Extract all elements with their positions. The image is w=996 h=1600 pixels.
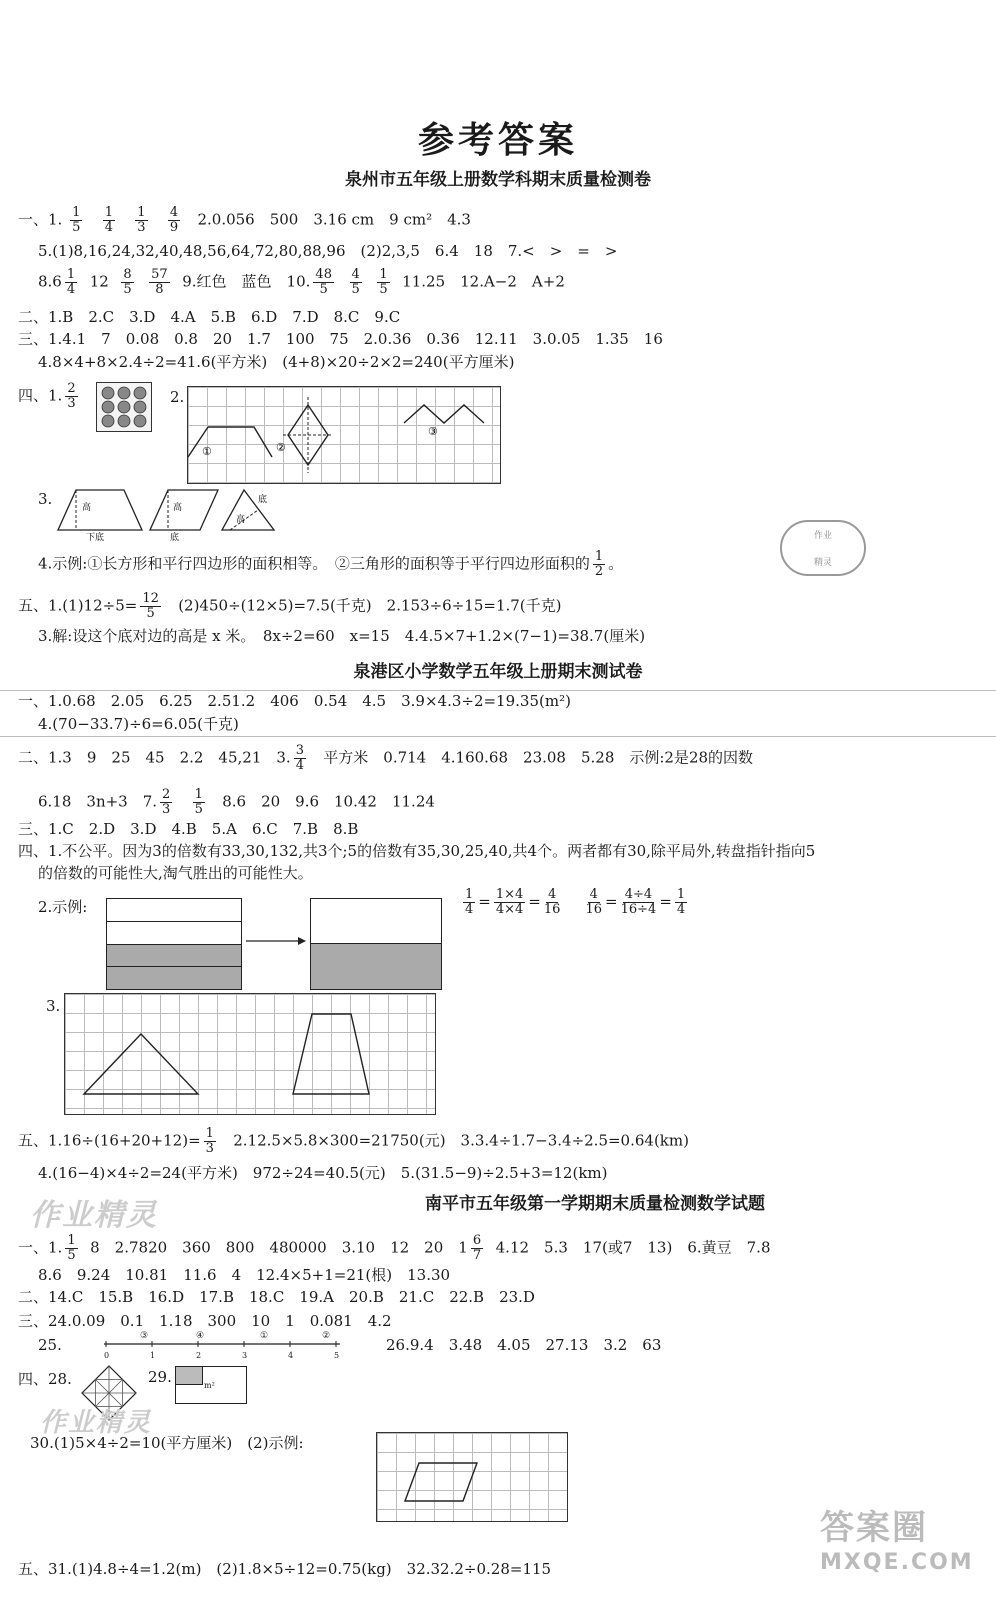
fraction: $\frac{1}{3}$ [205,1126,214,1156]
s3-line-4: 三、24.0.09 0.1 1.18 300 10 1 0.081 4.2 [18,1312,392,1330]
fraction: $\frac{12}{5}$ [142,591,159,621]
s2-q2-label: 2.示例: [38,898,88,916]
label-c3: ③ [428,425,438,438]
s1-line-4: 二、1.B 2.C 3.D 4.A 5.B 6.D 7.D 8.C 9.C [18,308,401,326]
s1-line-7: 四、1. $\frac{2}{3}$ [18,381,76,411]
s3-line-8: 五、31.(1)4.8÷4=1.2(m) (2)1.8×5÷12=0.75(kg) 32.32.2÷0.28=115 [18,1560,552,1578]
s2-line-11: 4.(16−4)×4÷2=24(平方米) 972÷24=40.5(元) 5.(31.5−9)÷2.5+3=12(km) [38,1164,608,1182]
tick-3: 3 [242,1351,248,1360]
grid-shapes-2 [65,994,435,1114]
s1-line-10: 五、1.(1)12÷5= $\frac{12}{5}$ (2)450÷(12×5)=7.5(千克) 2.153÷6÷15=1.7(千克) [18,591,562,621]
s3-line-3: 二、14.C 15.B 16.D 17.B 18.C 19.A 20.B 21.C 22.B 23.D [18,1288,535,1306]
divider [0,736,996,737]
s2-line-7: 的倍数的可能性大,淘气胜出的可能性大。 [38,864,313,882]
arrow-icon [246,935,306,947]
bar-figure-left [106,898,242,990]
fraction: $\frac{1}{5}$ [379,267,388,297]
s2-line-1: 一、1.0.68 2.05 6.25 2.51.2 406 0.54 4.5 3.9×4.3÷2=19.35(m²) [18,692,571,710]
s1-line-11: 3.解:设这个底对边的高是 x 米。 8x÷2=60 x=15 4.4.5×7+1.2×(7−1)=38.7(厘米) [38,627,646,645]
s2-line-3: 二、1.3 9 25 45 2.2 45,21 3. $\frac{3}{4}$ 平方米 0.714 4.160.68 23.08 5.28 示例:2是28的因数 [18,743,754,773]
tick-5: 5 [334,1351,340,1360]
s3-line-6b: 29. [148,1368,172,1386]
label-gao: 高 [82,503,92,513]
fraction: $\frac{1}{5}$ [72,205,81,235]
m2-label: m² [204,1381,215,1390]
grid-figure-3 [376,1432,568,1522]
fraction: $\frac{8}{5}$ [123,267,132,297]
fraction: $\frac{1}{5}$ [194,787,203,817]
s2-line-4: 6.18 3n+3 7. $\frac{2}{3}$ $\frac{1}{5}$ 8.6 20 9.6 10.42 11.24 [38,787,435,817]
q3-number: 3. [38,490,53,508]
fraction-equation: $\frac{1}{4}$ = $\frac{1\times 4}{4\times 4}$ = $\frac{4}{16}$ $\frac{4}{16}$ = $\frac{4\div 4}{16\div 4}$ = $\frac{1}{4}$ [465,887,686,917]
stamp: 作业 精灵 [780,520,866,576]
circles-figure [96,382,152,432]
point-3: ③ [140,1331,149,1341]
label-c2: ② [276,441,286,454]
s3-line-6a: 四、28. [18,1370,72,1388]
fraction: $\frac{4}{5}$ [351,267,360,297]
fraction: $\frac{6}{7}$ [472,1233,482,1263]
watermark: 作业精灵 [30,1198,158,1233]
tick-2: 2 [196,1351,202,1360]
s1-line-9: 4.示例:①长方形和平行四边形的面积相等。 ②三角形的面积等于平行四边形面积的 $\frac{1}{2}$ 。 [38,549,624,579]
s3-line-1: 一、1. $\frac{1}{5}$ 8 2.7820 360 800 480000 3.10 12 20 1 $\frac{6}{7}$ 4.12 5.3 17(或7 13) 6.黄豆 7.8 [18,1233,771,1263]
section-title-1: 泉州市五年级上册数学科期末质量检测卷 [345,170,651,190]
s2-line-6: 四、1.不公平。因为3的倍数有33,30,132,共3个;5的倍数有35,30,25,40,共4个。两者都有30,除平局外,转盘指针指向5 [18,842,816,860]
fraction: $\frac{3}{4}$ [295,743,304,773]
s3-line-2: 8.6 9.24 10.81 11.6 4 12.4×5+1=21(根) 13.30 [38,1266,451,1284]
s1-line-6: 4.8×4+8×2.4÷2=41.6(平方米) (4+8)×20÷2×2=240(平方厘米) [38,353,515,371]
height-figures [58,486,318,543]
grid-shapes-3 [377,1433,567,1521]
label-gao: 高 [236,515,246,525]
tick-0: 0 [104,1351,110,1360]
fraction: $\frac{1}{4}$ [66,267,76,297]
label-gao: 高 [173,503,183,513]
fraction: $\frac{1}{4}$ [104,205,113,235]
s2-line-5: 三、1.C 2.D 3.D 4.B 5.A 6.C 7.B 8.B [18,820,359,838]
point-1: ① [260,1331,269,1341]
s1-line-5: 三、1.4.1 7 0.08 0.8 20 1.7 100 75 2.0.36 0.36 12.11 3.0.05 1.35 16 [18,330,663,348]
grid-shapes-1 [188,387,500,483]
s3-line-5a: 25. [38,1336,62,1354]
circles-svg [97,383,151,431]
label-di: 底 [170,533,180,543]
section-title-2: 泉港区小学数学五年级上册期末测试卷 [353,662,643,682]
s2-line-2: 4.(70−33.7)÷6=6.05(千克) [38,715,239,733]
fraction: $\frac{57}{8}$ [151,267,168,297]
s1-line-3: 8.6 $\frac{1}{4}$ 12 $\frac{8}{5}$ $\frac{57}{8}$ 9.红色 蓝色 10. $\frac{48}{5}$ $\frac{4}{5}$ $\frac{1}{5}$ 11.25 12.A−2 A+2 [38,267,565,297]
watermark-url: MXQE.COM [820,1550,974,1575]
area-figure [175,1366,247,1404]
grid-figure-2 [64,993,436,1115]
point-4: ④ [196,1331,205,1341]
fraction: $\frac{4}{9}$ [169,205,179,235]
s1-line-1: 一、1. $\frac{1}{5}$ $\frac{1}{4}$ $\frac{1}{3}$ $\frac{4}{9}$ 2.0.056 500 3.16 cm 9 cm² 4.3 [18,205,471,235]
s2-q3-label: 3. [46,997,61,1015]
point-2: ② [322,1331,331,1341]
s2-line-10: 五、1.16÷(16+20+12)= $\frac{1}{3}$ 2.12.5×5.8×300=21750(元) 3.3.4÷1.7−3.4÷2.5=0.64(km) [18,1126,689,1156]
fraction: $\frac{48}{5}$ [315,267,332,297]
s1-line-2: 5.(1)8,16,24,32,40,48,56,64,72,80,88,96 (2)2,3,5 6.4 18 7.< > = > [38,242,618,260]
watermark: 作业精灵 [40,1408,153,1438]
fraction: $\frac{2}{3}$ [162,787,171,817]
page-title: 参考答案 [417,119,578,161]
label-di: 底 [258,495,268,505]
tick-4: 4 [288,1351,294,1360]
q2-number: 2. [170,388,185,406]
tick-1: 1 [150,1351,156,1360]
section-title-3: 南平市五年级第一学期期末质量检测数学试题 [425,1194,765,1214]
watermark-logo: 答案圈 [820,1508,928,1548]
fraction: $\frac{1}{5}$ [67,1233,76,1263]
fraction: $\frac{1}{2}$ [594,549,604,579]
bar-figure-right [310,898,442,990]
number-line [76,1332,366,1362]
label-c1: ① [202,445,212,458]
fraction: $\frac{2}{3}$ [67,381,76,411]
grid-figure-1 [187,386,501,484]
s3-line-7: 30.(1)5×4÷2=10(平方厘米) (2)示例: [30,1434,304,1452]
fraction: $\frac{1}{3}$ [137,205,146,235]
s3-line-5b: 26.9.4 3.48 4.05 27.13 3.2 63 [386,1336,662,1354]
label-xia: 下底 [86,533,105,543]
